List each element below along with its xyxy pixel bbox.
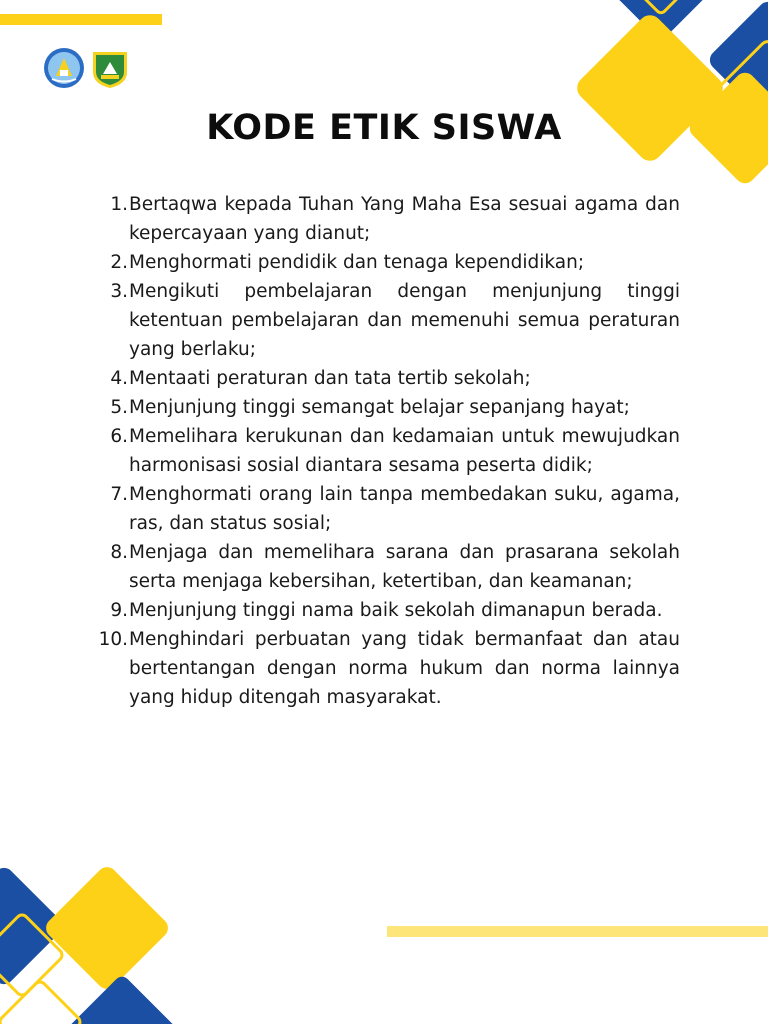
list-item (92, 596, 680, 625)
item-text: Bertaqwa kepada Tuhan Yang Maha Esa sesuai agama dan kepercayaan yang dianut; (129, 194, 680, 244)
regional-government-crest-icon (89, 46, 131, 90)
item-number: 6. (110, 426, 128, 447)
top-yellow-stripe (0, 14, 162, 25)
bottom-left-diamond-cluster (0, 863, 179, 1024)
list-item (92, 364, 680, 393)
item-number: 1. (110, 194, 128, 215)
item-number: 2. (110, 252, 128, 273)
item-number: 3. (110, 281, 128, 302)
item-text: Mengikuti pembelajaran dengan menjunjung tinggi ketentuan pembelajaran dan memenuhi semua peraturan yang berlaku; (129, 281, 680, 360)
item-number: 7. (110, 484, 128, 505)
item-number: 10. (98, 629, 128, 650)
list-item (92, 248, 680, 277)
item-number: 5. (110, 397, 128, 418)
bottom-yellow-stripe (387, 926, 768, 937)
item-text: Menghindari perbuatan yang tidak bermanfaat dan atau bertentangan dengan norma hukum dan norma lainnya yang hidup ditengah masyarakat. (129, 629, 680, 708)
item-number: 8. (110, 542, 128, 563)
item-text: Menghormati orang lain tanpa membedakan suku, agama, ras, dan status sosial; (129, 484, 680, 534)
list-item (92, 393, 680, 422)
list-item (92, 277, 680, 364)
item-number: 4. (110, 368, 128, 389)
list-item (92, 422, 680, 480)
code-of-conduct-list (92, 190, 680, 712)
item-text: Menjunjung tinggi nama baik sekolah dimanapun berada. (129, 600, 663, 621)
list-item (92, 538, 680, 596)
list-item (92, 480, 680, 538)
page-title: KODE ETIK SISWA (206, 108, 562, 148)
top-right-diamond-cluster (572, 0, 768, 187)
item-text: Mentaati peraturan dan tata tertib sekolah; (129, 368, 531, 389)
item-text: Menjaga dan memelihara sarana dan prasarana sekolah serta menjaga kebersihan, ketertiban, dan keamanan; (129, 542, 680, 592)
list-item (92, 625, 680, 712)
item-text: Memelihara kerukunan dan kedamaian untuk mewujudkan harmonisasi sosial diantara sesama peserta didik; (129, 426, 680, 476)
item-text: Menghormati pendidik dan tenaga kependidikan; (129, 252, 585, 273)
item-text: Menjunjung tinggi semangat belajar sepanjang hayat; (129, 397, 630, 418)
list-item (92, 190, 680, 248)
tut-wuri-handayani-emblem-icon (43, 46, 85, 90)
item-number: 9. (110, 600, 128, 621)
